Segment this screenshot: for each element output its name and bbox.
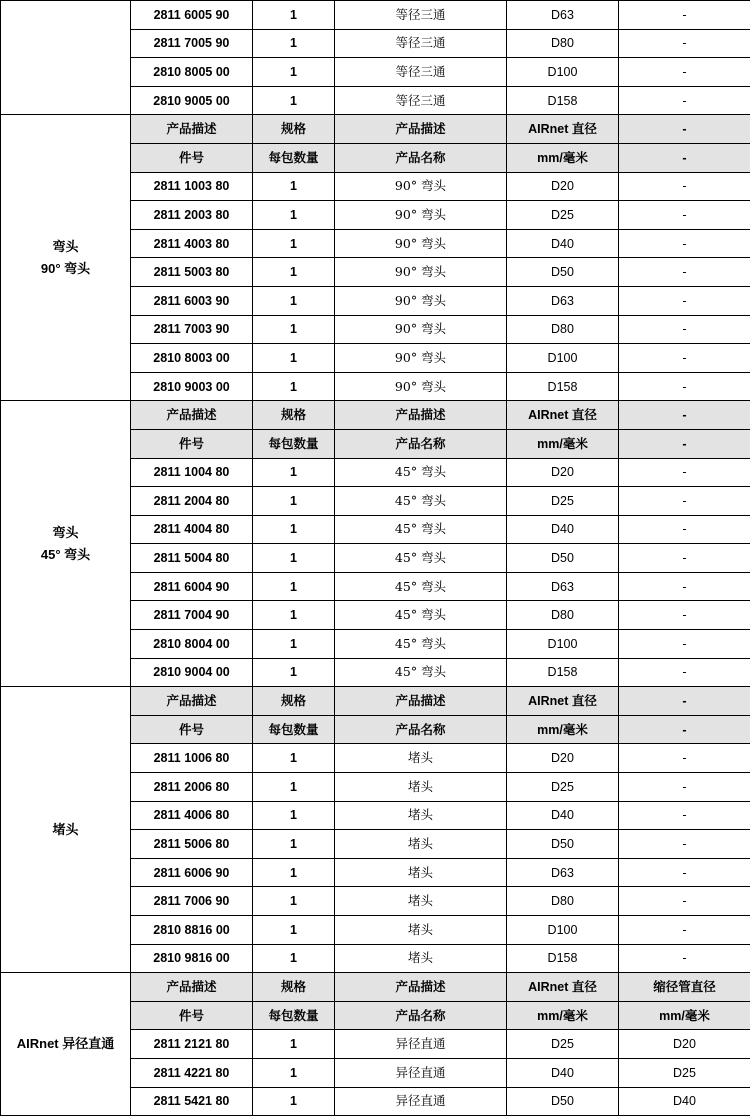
- airnet-diameter: D100: [507, 58, 619, 87]
- header-spec: 规格: [253, 401, 335, 430]
- pack-quantity: 1: [253, 1030, 335, 1059]
- product-name: 45° 弯头: [335, 515, 507, 544]
- pack-quantity: 1: [253, 201, 335, 230]
- pack-quantity: 1: [253, 801, 335, 830]
- part-number: 2811 7004 90: [131, 601, 253, 630]
- header-airnet-diameter: mm/毫米: [507, 1001, 619, 1030]
- part-number: 2811 2003 80: [131, 201, 253, 230]
- part-number: 2810 9816 00: [131, 944, 253, 973]
- product-name: 等径三通: [335, 86, 507, 115]
- pack-quantity: 1: [253, 1, 335, 30]
- part-number: 2811 4006 80: [131, 801, 253, 830]
- header-extra: -: [619, 687, 750, 716]
- product-name: 45° 弯头: [335, 658, 507, 687]
- header-product-desc-2: 产品描述: [335, 973, 507, 1002]
- product-name: 90° 弯头: [335, 258, 507, 287]
- header-product-desc-2: 产品名称: [335, 143, 507, 172]
- product-name: 堵头: [335, 744, 507, 773]
- extra-value: -: [619, 801, 750, 830]
- pack-quantity: 1: [253, 58, 335, 87]
- part-number: 2810 8816 00: [131, 916, 253, 945]
- header-product-desc: 件号: [131, 715, 253, 744]
- pack-quantity: 1: [253, 916, 335, 945]
- part-number: 2811 6003 90: [131, 286, 253, 315]
- section-label-line: 45° 弯头: [40, 546, 91, 562]
- table-row: [1, 1, 750, 30]
- extra-value: -: [619, 572, 750, 601]
- extra-value: -: [619, 86, 750, 115]
- product-name: 堵头: [335, 916, 507, 945]
- extra-value: -: [619, 172, 750, 201]
- extra-value: -: [619, 773, 750, 802]
- product-name: 堵头: [335, 887, 507, 916]
- product-name: 异径直通: [335, 1058, 507, 1087]
- extra-value: -: [619, 201, 750, 230]
- header-product-desc-2: 产品描述: [335, 687, 507, 716]
- part-number: 2811 6004 90: [131, 572, 253, 601]
- product-name: 45° 弯头: [335, 572, 507, 601]
- header-product-desc-2: 产品描述: [335, 401, 507, 430]
- airnet-diameter: D50: [507, 830, 619, 859]
- pack-quantity: 1: [253, 830, 335, 859]
- pack-quantity: 1: [253, 344, 335, 373]
- product-name: 90° 弯头: [335, 229, 507, 258]
- part-number: 2811 5421 80: [131, 1087, 253, 1116]
- extra-value: -: [619, 229, 750, 258]
- pack-quantity: 1: [253, 86, 335, 115]
- airnet-diameter: D63: [507, 1, 619, 30]
- fittings-table-body: [1, 1, 750, 1116]
- header-spec: 每包数量: [253, 715, 335, 744]
- pack-quantity: 1: [253, 258, 335, 287]
- section-label: [1, 115, 131, 401]
- part-number: 2810 9003 00: [131, 372, 253, 401]
- part-number: 2810 8004 00: [131, 630, 253, 659]
- part-number: 2811 1003 80: [131, 172, 253, 201]
- pack-quantity: 1: [253, 229, 335, 258]
- header-product-desc: 件号: [131, 143, 253, 172]
- part-number: 2811 4004 80: [131, 515, 253, 544]
- product-name: 等径三通: [335, 58, 507, 87]
- header-row: [1, 115, 750, 144]
- section-label-line: 弯头: [52, 524, 79, 540]
- pack-quantity: 1: [253, 544, 335, 573]
- airnet-diameter: D80: [507, 601, 619, 630]
- pack-quantity: 1: [253, 887, 335, 916]
- part-number: 2811 5004 80: [131, 544, 253, 573]
- extra-value: D25: [619, 1058, 750, 1087]
- extra-value: -: [619, 487, 750, 516]
- header-airnet-diameter: mm/毫米: [507, 143, 619, 172]
- header-product-desc-2: 产品描述: [335, 115, 507, 144]
- header-extra: mm/毫米: [619, 1001, 750, 1030]
- airnet-diameter: D40: [507, 801, 619, 830]
- part-number: 2810 8005 00: [131, 58, 253, 87]
- extra-value: -: [619, 458, 750, 487]
- airnet-diameter: D25: [507, 773, 619, 802]
- section-label: [1, 401, 131, 687]
- product-name: 90° 弯头: [335, 344, 507, 373]
- product-name: 堵头: [335, 944, 507, 973]
- product-name: 等径三通: [335, 1, 507, 30]
- section-label-line: 90° 弯头: [40, 260, 91, 276]
- airnet-diameter: D158: [507, 658, 619, 687]
- extra-value: -: [619, 630, 750, 659]
- part-number: 2811 5003 80: [131, 258, 253, 287]
- extra-value: -: [619, 515, 750, 544]
- extra-value: -: [619, 916, 750, 945]
- part-number: 2811 1004 80: [131, 458, 253, 487]
- extra-value: -: [619, 544, 750, 573]
- header-product-desc-2: 产品名称: [335, 715, 507, 744]
- product-name: 等径三通: [335, 29, 507, 58]
- pack-quantity: 1: [253, 315, 335, 344]
- pack-quantity: 1: [253, 1087, 335, 1116]
- extra-value: -: [619, 29, 750, 58]
- product-name: 堵头: [335, 801, 507, 830]
- header-product-desc-2: 产品名称: [335, 1001, 507, 1030]
- extra-value: -: [619, 830, 750, 859]
- product-name: 45° 弯头: [335, 487, 507, 516]
- airnet-diameter: D25: [507, 487, 619, 516]
- extra-value: -: [619, 858, 750, 887]
- product-name: 异径直通: [335, 1087, 507, 1116]
- header-extra: -: [619, 715, 750, 744]
- pack-quantity: 1: [253, 172, 335, 201]
- airnet-diameter: D20: [507, 744, 619, 773]
- pack-quantity: 1: [253, 630, 335, 659]
- product-name: 堵头: [335, 858, 507, 887]
- product-name: 45° 弯头: [335, 544, 507, 573]
- header-product-desc: 件号: [131, 1001, 253, 1030]
- airnet-diameter: D25: [507, 201, 619, 230]
- extra-value: -: [619, 944, 750, 973]
- product-name: 90° 弯头: [335, 372, 507, 401]
- part-number: 2811 1006 80: [131, 744, 253, 773]
- extra-value: -: [619, 344, 750, 373]
- header-product-desc: 产品描述: [131, 973, 253, 1002]
- product-name: 90° 弯头: [335, 286, 507, 315]
- product-name: 45° 弯头: [335, 630, 507, 659]
- header-row: [1, 973, 750, 1002]
- product-name: 45° 弯头: [335, 458, 507, 487]
- header-airnet-diameter: AIRnet 直径: [507, 401, 619, 430]
- pack-quantity: 1: [253, 744, 335, 773]
- product-name: 90° 弯头: [335, 315, 507, 344]
- part-number: 2811 5006 80: [131, 830, 253, 859]
- header-airnet-diameter: AIRnet 直径: [507, 115, 619, 144]
- header-spec: 每包数量: [253, 1001, 335, 1030]
- extra-value: -: [619, 286, 750, 315]
- product-name: 堵头: [335, 773, 507, 802]
- section-label-line: 堵头: [52, 821, 79, 837]
- extra-value: -: [619, 58, 750, 87]
- header-extra: -: [619, 429, 750, 458]
- airnet-diameter: D63: [507, 572, 619, 601]
- pack-quantity: 1: [253, 601, 335, 630]
- pack-quantity: 1: [253, 29, 335, 58]
- header-airnet-diameter: AIRnet 直径: [507, 687, 619, 716]
- header-row: [1, 687, 750, 716]
- pack-quantity: 1: [253, 487, 335, 516]
- header-airnet-diameter: AIRnet 直径: [507, 973, 619, 1002]
- extra-value: -: [619, 658, 750, 687]
- airnet-diameter: D63: [507, 858, 619, 887]
- section-label-line: 弯头: [52, 238, 79, 254]
- header-row: [1, 401, 750, 430]
- product-name: 45° 弯头: [335, 601, 507, 630]
- pack-quantity: 1: [253, 773, 335, 802]
- pack-quantity: 1: [253, 944, 335, 973]
- part-number: 2810 9005 00: [131, 86, 253, 115]
- pack-quantity: 1: [253, 515, 335, 544]
- extra-value: -: [619, 744, 750, 773]
- airnet-diameter: D80: [507, 29, 619, 58]
- airnet-diameter: D158: [507, 86, 619, 115]
- section-label: [1, 687, 131, 973]
- header-spec: 每包数量: [253, 429, 335, 458]
- airnet-diameter: D25: [507, 1030, 619, 1059]
- extra-value: -: [619, 372, 750, 401]
- part-number: 2811 7003 90: [131, 315, 253, 344]
- product-name: 堵头: [335, 830, 507, 859]
- header-spec: 规格: [253, 687, 335, 716]
- part-number: 2811 7006 90: [131, 887, 253, 916]
- section-label: [1, 1, 131, 115]
- airnet-diameter: D80: [507, 315, 619, 344]
- pack-quantity: 1: [253, 458, 335, 487]
- section-label: [1, 973, 131, 1116]
- product-name: 异径直通: [335, 1030, 507, 1059]
- header-airnet-diameter: mm/毫米: [507, 715, 619, 744]
- airnet-diameter: D40: [507, 1058, 619, 1087]
- header-spec: 规格: [253, 973, 335, 1002]
- part-number: 2811 7005 90: [131, 29, 253, 58]
- airnet-diameter: D80: [507, 887, 619, 916]
- part-number: 2811 2121 80: [131, 1030, 253, 1059]
- extra-value: -: [619, 1, 750, 30]
- extra-value: D40: [619, 1087, 750, 1116]
- airnet-diameter: D100: [507, 344, 619, 373]
- header-product-desc: 件号: [131, 429, 253, 458]
- pack-quantity: 1: [253, 372, 335, 401]
- airnet-diameter: D100: [507, 630, 619, 659]
- part-number: 2811 6006 90: [131, 858, 253, 887]
- header-product-desc: 产品描述: [131, 687, 253, 716]
- header-extra: -: [619, 401, 750, 430]
- extra-value: D20: [619, 1030, 750, 1059]
- pack-quantity: 1: [253, 1058, 335, 1087]
- pack-quantity: 1: [253, 858, 335, 887]
- header-spec: 规格: [253, 115, 335, 144]
- header-product-desc: 产品描述: [131, 401, 253, 430]
- part-number: 2811 2004 80: [131, 487, 253, 516]
- airnet-diameter: D20: [507, 458, 619, 487]
- airnet-diameter: D20: [507, 172, 619, 201]
- product-name: 90° 弯头: [335, 201, 507, 230]
- part-number: 2810 9004 00: [131, 658, 253, 687]
- airnet-diameter: D158: [507, 372, 619, 401]
- header-airnet-diameter: mm/毫米: [507, 429, 619, 458]
- header-extra: -: [619, 115, 750, 144]
- header-spec: 每包数量: [253, 143, 335, 172]
- part-number: 2811 4221 80: [131, 1058, 253, 1087]
- airnet-diameter: D40: [507, 229, 619, 258]
- header-product-desc: 产品描述: [131, 115, 253, 144]
- part-number: 2811 4003 80: [131, 229, 253, 258]
- airnet-diameter: D50: [507, 544, 619, 573]
- airnet-diameter: D40: [507, 515, 619, 544]
- header-extra: 缩径管直径: [619, 973, 750, 1002]
- part-number: 2811 6005 90: [131, 1, 253, 30]
- airnet-diameter: D158: [507, 944, 619, 973]
- extra-value: -: [619, 315, 750, 344]
- extra-value: -: [619, 601, 750, 630]
- product-name: 90° 弯头: [335, 172, 507, 201]
- airnet-diameter: D100: [507, 916, 619, 945]
- extra-value: -: [619, 887, 750, 916]
- airnet-diameter: D50: [507, 1087, 619, 1116]
- header-product-desc-2: 产品名称: [335, 429, 507, 458]
- pack-quantity: 1: [253, 572, 335, 601]
- airnet-diameter: D63: [507, 286, 619, 315]
- section-label-line: AIRnet 异径直通: [16, 1036, 115, 1052]
- pack-quantity: 1: [253, 658, 335, 687]
- part-number: 2810 8003 00: [131, 344, 253, 373]
- header-extra: -: [619, 143, 750, 172]
- airnet-diameter: D50: [507, 258, 619, 287]
- pack-quantity: 1: [253, 286, 335, 315]
- extra-value: -: [619, 258, 750, 287]
- part-number: 2811 2006 80: [131, 773, 253, 802]
